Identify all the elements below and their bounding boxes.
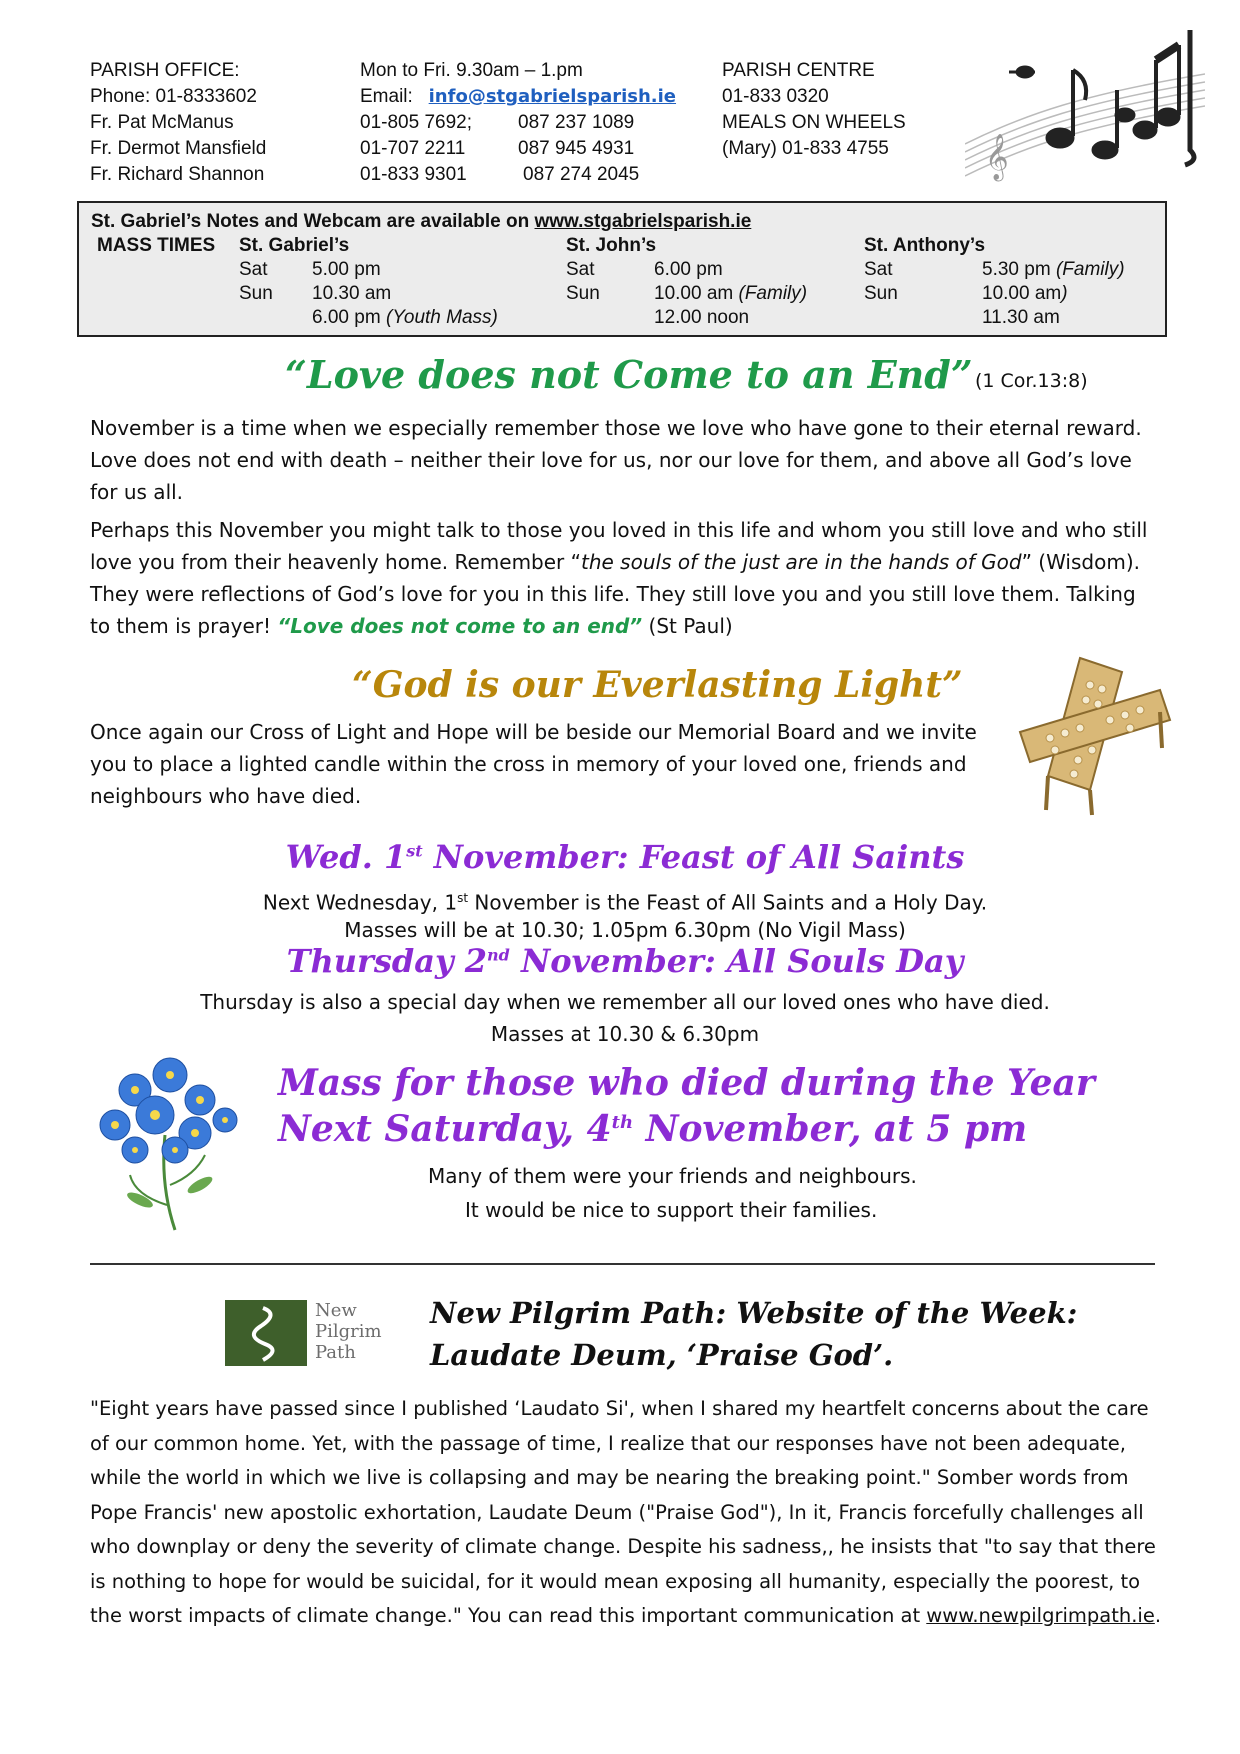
title-text: Thursday 2 — [286, 942, 487, 980]
logo-line: Path — [315, 1342, 356, 1363]
all-souls-title — [90, 942, 1160, 980]
svg-text:𝄞: 𝄞 — [985, 134, 1009, 180]
mass-time: 10.30 am — [312, 283, 392, 304]
music-notes-icon — [965, 20, 1205, 185]
title-text: Next Saturday, 4 — [278, 1108, 612, 1150]
priest-phone: 01-833 9301 — [360, 164, 467, 185]
mass-day: Sun — [239, 283, 273, 304]
forget-me-not-flower-icon — [75, 1045, 250, 1235]
mass-note: (Family) — [738, 283, 808, 304]
webcam-notice-text: St. Gabriel’s Notes and Webcam are available on — [91, 211, 535, 232]
email-label: Email: — [360, 86, 413, 107]
priest-phone: 01-707 2211 — [360, 138, 466, 159]
office-label: PARISH OFFICE: — [90, 60, 240, 81]
mass-time-value: 10.00 am — [982, 283, 1062, 304]
title-text: Wed. 1 — [285, 838, 407, 876]
light-body: Once again our Cross of Light and Hope will be beside our Memorial Board and we invite you to place a lighted candle within the cross in memory of your loved one, friends and neighbours who have died. — [90, 720, 977, 808]
mass-time — [982, 283, 1068, 305]
title-sup: th — [611, 1112, 634, 1133]
mass-time — [312, 307, 498, 329]
priest-mobile: 087 237 1089 — [518, 112, 635, 133]
pilgrim-logo-mark — [225, 1300, 307, 1366]
mass-note: ) — [1061, 283, 1068, 304]
church-name: St. Gabriel’s — [239, 235, 350, 256]
year-mass-line-1: Many of them were your friends and neighbours. — [428, 1164, 917, 1188]
all-saints-title — [90, 838, 1160, 876]
mass-day: Sat — [239, 259, 268, 280]
pilgrim-body-text: "Eight years have passed since I published ‘Laudato Si', when I shared my heartfelt concerns about the care of our common home. Yet, with the passage of time, I realize that our responses have not been adequate, while the world in which we live is collapsing and may be nearing the breaking point." Somber words from Pope Francis' new apostolic exhortation, Laudate Deum ("Praise God"), In it, Francis forcefully challenges all who downplay or deny the severity of climate change. Despite his sadness,, he insists that "to say that there is nothing to hope for would be suicidal, for it would mean exposing all humanity, especially the poorest, to the worst impacts of climate change." You can read this important communication at — [90, 1397, 1156, 1627]
path-swirl-icon — [225, 1300, 307, 1366]
pilgrim-title-2: Laudate Deum, ‘Praise God’. — [430, 1338, 894, 1372]
mass-time-value: 10.00 am — [654, 283, 739, 304]
logo-line: New — [315, 1300, 357, 1321]
mass-times-box — [77, 201, 1167, 337]
pilgrim-link[interactable]: www.newpilgrimpath.ie — [926, 1604, 1155, 1627]
mass-note: (Youth Mass) — [385, 307, 498, 328]
mass-times-label: MASS TIMES — [97, 235, 216, 256]
mass-day: Sat — [566, 259, 595, 280]
all-souls-line-2: Masses at 10.30 & 6.30pm — [490, 1022, 760, 1046]
email-row — [360, 84, 676, 110]
title-sup: nd — [487, 945, 510, 965]
love-paragraph-1: November is a time when we especially remember those we love who have gone to their eternal reward. Love does not end with death – neither their love for us, nor our love for them, and above all God’s love for us all. — [90, 416, 1142, 504]
light-title: “God is our Everlasting Light” — [352, 664, 963, 706]
year-mass-title-2 — [278, 1108, 1027, 1150]
mobile-column — [518, 110, 639, 188]
scripture-reference: (1 Cor.13:8) — [975, 370, 1088, 392]
title-text: November: Feast of All Saints — [422, 838, 965, 876]
mass-time-value: 6.00 pm — [312, 307, 386, 328]
meals-phone: (Mary) 01-833 4755 — [722, 138, 889, 159]
title-sup: st — [406, 841, 423, 861]
love-text: (St Paul) — [642, 614, 733, 638]
year-mass-title-1: Mass for those who died during the Year — [278, 1062, 1095, 1104]
church-name: St. John’s — [566, 235, 657, 256]
mass-time: 6.00 pm — [654, 259, 723, 280]
love-title: “Love does not Come to an End” — [285, 352, 973, 397]
love-body — [90, 412, 1160, 642]
wisdom-quote: the souls of the just are in the hands of God — [581, 550, 1022, 574]
love-text: ” (Wisdom). They were reflections of God’s love for you in this life. They still love you and you still love them. Talking to them is prayer! — [90, 550, 1140, 638]
mass-time: 5.00 pm — [312, 259, 381, 280]
mass-time: 12.00 noon — [654, 307, 750, 328]
website-link[interactable]: www.stgabrielsparish.ie — [534, 211, 752, 232]
pilgrim-logo-text — [315, 1300, 382, 1363]
webcam-notice — [91, 211, 751, 233]
title-text: November: All Souls Day — [509, 942, 964, 980]
mass-time — [982, 259, 1125, 281]
email-link[interactable]: info@stgabrielsparish.ie — [428, 86, 677, 107]
pilgrim-title-1: New Pilgrim Path: Website of the Week: — [430, 1296, 1078, 1330]
year-mass-line-2: It would be nice to support their families. — [465, 1198, 878, 1222]
all-souls-line-1: Thursday is also a special day when we remember all our loved ones who have died. — [200, 990, 1050, 1014]
mass-time — [654, 283, 807, 305]
priest-name: Fr. Richard Shannon — [90, 164, 265, 185]
centre-label: PARISH CENTRE — [722, 60, 875, 81]
mass-time-value: 5.30 pm — [982, 259, 1056, 280]
mass-day: Sun — [864, 283, 898, 304]
priest-mobile: 087 945 4931 — [518, 138, 635, 159]
church-name: St. Anthony’s — [864, 235, 986, 256]
priest-phone: 01-805 7692; — [360, 112, 472, 133]
love-text: Perhaps this November you might talk to those you loved in this life and whom you still love and who still love you from their heavenly home. Remember “ — [90, 518, 1148, 574]
mass-time: 11.30 am — [982, 307, 1060, 328]
mass-day: Sun — [566, 283, 600, 304]
love-paragraph-2 — [90, 514, 1160, 642]
title-text: November, at 5 pm — [633, 1108, 1028, 1150]
office-phone: Phone: 01-8333602 — [90, 86, 257, 107]
priest-mobile: 087 274 2045 — [523, 164, 640, 185]
body-text: November is the Feast of All Saints and a Holy Day. — [468, 890, 988, 915]
meals-label: MEALS ON WHEELS — [722, 112, 906, 133]
st-paul-quote: “Love does not come to an end” — [277, 614, 643, 638]
priest-name: Fr. Dermot Mansfield — [90, 138, 267, 159]
body-sup: st — [457, 891, 469, 905]
mass-note: (Family) — [1055, 259, 1125, 280]
priest-name: Fr. Pat McManus — [90, 112, 234, 133]
body-text: Next Wednesday, 1 — [262, 890, 458, 915]
candle-cross-icon — [1010, 650, 1180, 820]
section-divider — [90, 1263, 1155, 1265]
all-saints-line-2: Masses will be at 10.30; 1.05pm 6.30pm (No Vigil Mass) — [344, 918, 906, 942]
centre-phone: 01-833 0320 — [722, 86, 829, 107]
office-hours: Mon to Fri. 9.30am – 1.pm — [360, 60, 583, 81]
pilgrim-body-end: . — [1154, 1604, 1162, 1627]
pilgrim-body — [90, 1392, 1165, 1634]
pilgrim-logo — [225, 1300, 405, 1366]
logo-line: Pilgrim — [315, 1321, 382, 1342]
mass-day: Sat — [864, 259, 893, 280]
office-column — [90, 58, 266, 188]
centre-column — [722, 58, 906, 162]
